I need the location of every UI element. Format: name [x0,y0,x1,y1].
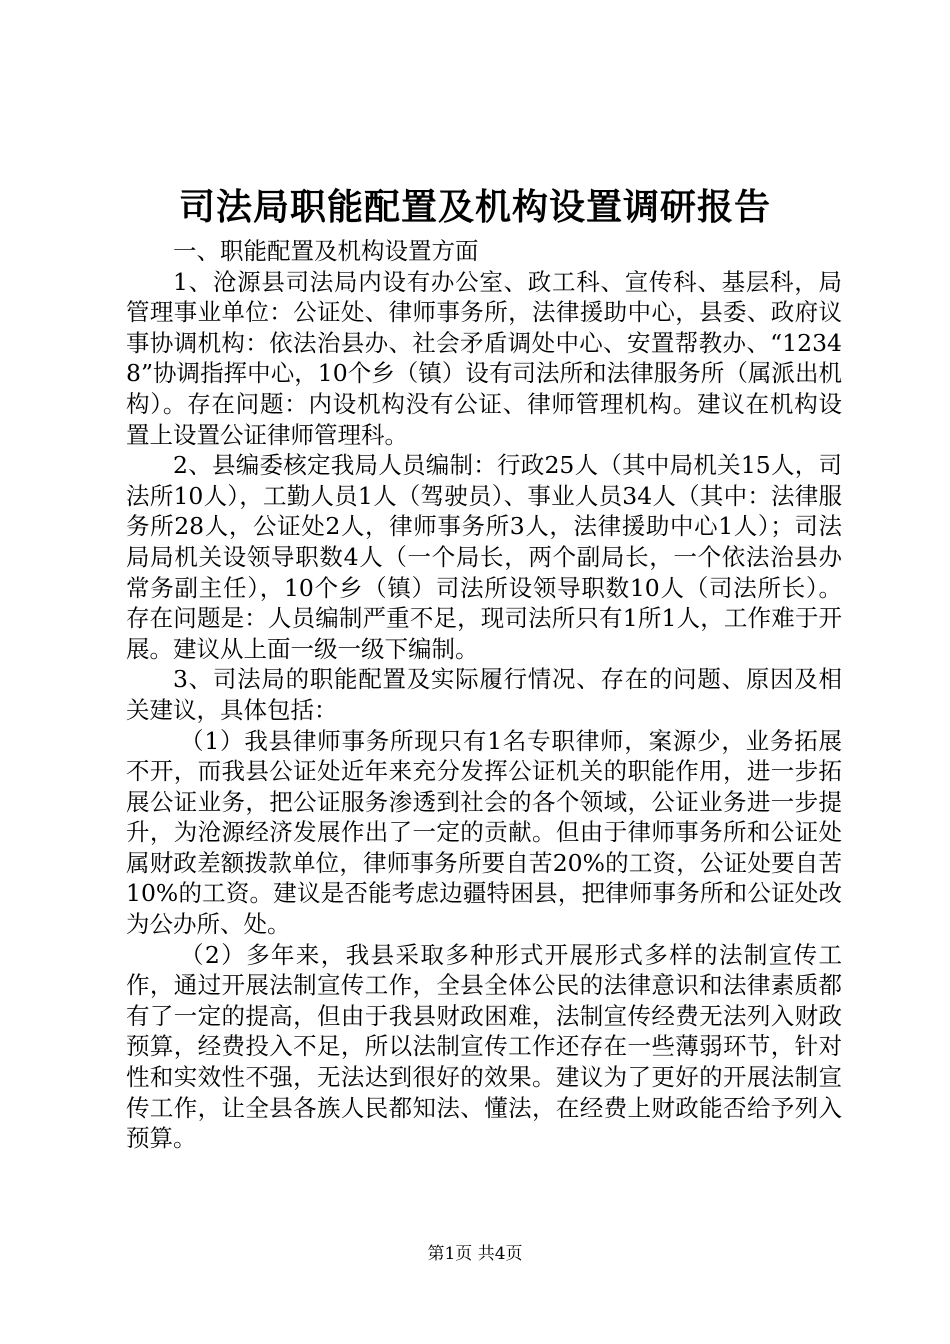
paragraph-item-3: 3、司法局的职能配置及实际履行情况、存在的问题、原因及相关建议，具体包括： [126,665,842,724]
section-heading: 一、职能配置及机构设置方面 [173,237,479,265]
document-title: 司法局职能配置及机构设置调研报告 [178,187,771,228]
document-body [126,236,842,1154]
paragraph-subitem-2: （2）多年来，我县采取多种形式开展形式多样的法制宣传工作，通过开展法制宣传工作，全县全体公民的法律意识和法律素质都有了一定的提高，但由于我县财政困难，法制宣传经费无法列入财政预算，经费投入不足，所以法制宣传工作还存在一些薄弱环节，针对性和实效性不强，无法达到很好的效果。建议为了更好的开展法制宣传工作，让全县各族人民都知法、懂法，在经费上财政能否给予列入预算。 [126,940,842,1153]
page-number-footer: 第1页 共4页 [427,1244,523,1264]
paragraph-item-2: 2、县编委核定我局人员编制：行政25人（其中局机关15人，司法所10人），工勤人员1人（驾驶员）、事业人员34人（其中：法律服务所28人，公证处2人，律师事务所3人，法律援助中心1人）；司法局局机关设领导职数4人（一个局长，两个副局长，一个依法治县办常务副主任），10个乡（镇）司法所设领导职数10人（司法所长）。存在问题是：人员编制严重不足，现司法所只有1所1人，工作难于开展。建议从上面一级一级下编制。 [126,451,842,663]
paragraph-subitem-1: （1）我县律师事务所现只有1名专职律师，案源少，业务拓展不开，而我县公证处近年来充分发挥公证机关的职能作用，进一步拓展公证业务，把公证服务渗透到社会的各个领域，公证业务进一步提升，为沧源经济发展作出了一定的贡献。但由于律师事务所和公证处属财政差额拨款单位，律师事务所要自苦20%的工资，公证处要自苦10%的工资。建议是否能考虑边疆特困县，把律师事务所和公证处改为公办所、处。 [126,726,842,939]
paragraph-item-1: 1、沧源县司法局内设有办公室、政工科、宣传科、基层科，局管理事业单位：公证处、律师事务所，法律援助中心，县委、政府议事协调机构：依法治县办、社会矛盾调处中心、安置帮教办、“12348”协调指挥中心，10个乡（镇）设有司法所和法律服务所（属派出机构）。存在问题：内设机构没有公证、律师管理机构。建议在机构设置上设置公证律师管理科。 [126,267,842,449]
